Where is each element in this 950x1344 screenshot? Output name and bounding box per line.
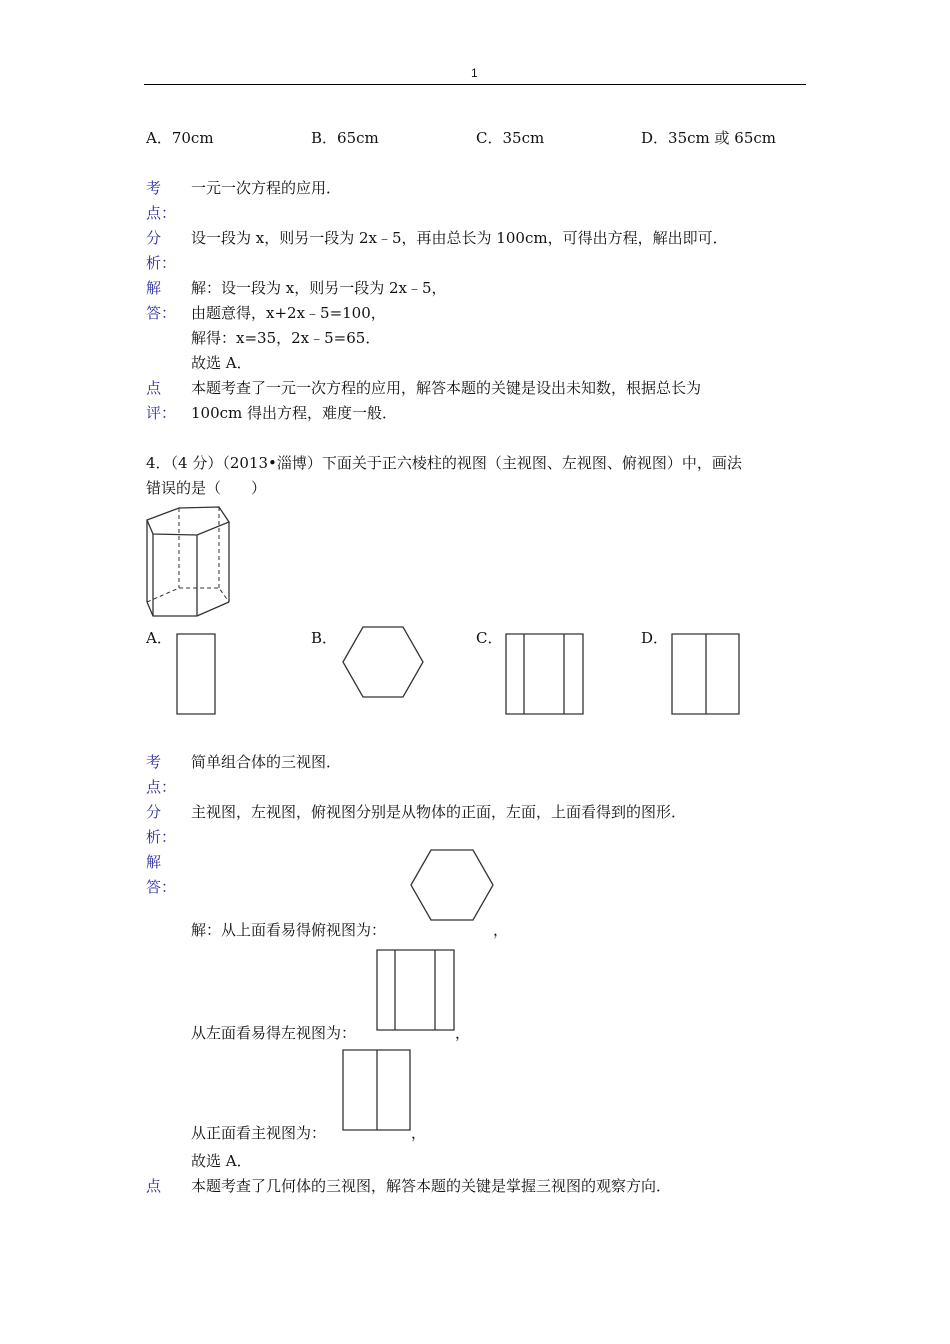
q4-choose: 故选 A．	[191, 1152, 252, 1170]
q4-option-b-label: B．	[311, 629, 338, 647]
q4-option-a-label: A．	[146, 629, 172, 647]
q3-jieda-label-1: 解	[146, 279, 162, 297]
q3-fenxi-text: 设一段为 x，则另一段为 2x﹣5，再由总长为 100cm，可得出方程，解出即可．	[191, 229, 728, 247]
q4-option-b-figure	[342, 626, 424, 698]
q4-kaodian-label-2: 点：	[146, 778, 177, 796]
q3-option-d: D．35cm 或 65cm	[641, 129, 776, 147]
q4-comma-1: ，	[493, 921, 509, 939]
header-rule	[144, 84, 806, 85]
q4-left-view-figure	[376, 949, 456, 1031]
q4-comma-2: ，	[455, 1024, 471, 1042]
q4-jieda-label-1: 解	[146, 853, 162, 871]
q3-dianping-line-2: 100cm 得出方程，难度一般．	[191, 404, 398, 422]
q4-fenxi-label-1: 分	[146, 803, 162, 821]
q4-option-c-label: C．	[476, 629, 503, 647]
q4-jieda-line-2: 从左面看易得左视图为：	[191, 1024, 357, 1042]
q3-jieda-label-2: 答：	[146, 304, 177, 322]
q4-stem-line-1: 4．（4 分）（2013•淄博）下面关于正六棱柱的视图（主视图、左视图、俯视图）中，画法	[146, 454, 742, 472]
q3-fenxi-label-1: 分	[146, 229, 162, 247]
q3-option-a: A．70cm	[146, 129, 214, 147]
q4-option-a-figure	[176, 633, 216, 715]
q4-jieda-label-2: 答：	[146, 878, 177, 896]
q4-jieda-line-3: 从正面看主视图为：	[191, 1124, 327, 1142]
q3-jieda-line-3: 解得：x=35，2x﹣5=65．	[191, 329, 381, 347]
q3-jieda-line-2: 由题意得，x+2x﹣5=100，	[191, 304, 386, 322]
q4-option-c-figure	[505, 633, 585, 715]
q4-option-d-figure	[671, 633, 741, 715]
q4-option-d-label: D．	[641, 629, 669, 647]
q3-dianping-line-1: 本题考查了一元一次方程的应用，解答本题的关键是设出未知数，根据总长为	[191, 379, 702, 397]
q4-comma-3: ，	[411, 1124, 427, 1142]
q3-dianping-label-2: 评：	[146, 404, 177, 422]
q4-dianping-label-1: 点	[146, 1177, 162, 1195]
q4-kaodian-text: 简单组合体的三视图．	[191, 753, 342, 771]
q3-option-b: B．65cm	[311, 129, 379, 147]
q3-fenxi-label-2: 析：	[146, 254, 177, 272]
q4-jieda-line-1: 解：从上面看易得俯视图为：	[191, 921, 387, 939]
page-number: 1	[471, 66, 478, 80]
q3-jieda-line-4: 故选 A．	[191, 354, 252, 372]
q4-fenxi-text: 主视图，左视图，俯视图分别是从物体的正面，左面，上面看得到的图形．	[191, 803, 687, 821]
q3-kaodian-label-2: 点：	[146, 204, 177, 222]
q4-dianping-text: 本题考查了几何体的三视图，解答本题的关键是掌握三视图的观察方向．	[191, 1177, 672, 1195]
q3-jieda-line-1: 解：设一段为 x，则另一段为 2x﹣5，	[191, 279, 447, 297]
q3-option-c: C．35cm	[476, 129, 545, 147]
q4-fenxi-label-2: 析：	[146, 828, 177, 846]
q4-kaodian-label-1: 考	[146, 753, 162, 771]
q4-stem-line-2: 错误的是（ ）	[146, 479, 267, 497]
q3-kaodian-text: 一元一次方程的应用．	[191, 179, 342, 197]
q4-front-view-figure	[342, 1049, 412, 1131]
q3-dianping-label-1: 点	[146, 379, 162, 397]
q4-top-view-figure	[410, 849, 494, 922]
q3-kaodian-label-1: 考	[146, 179, 162, 197]
hexagonal-prism-figure	[143, 504, 233, 618]
